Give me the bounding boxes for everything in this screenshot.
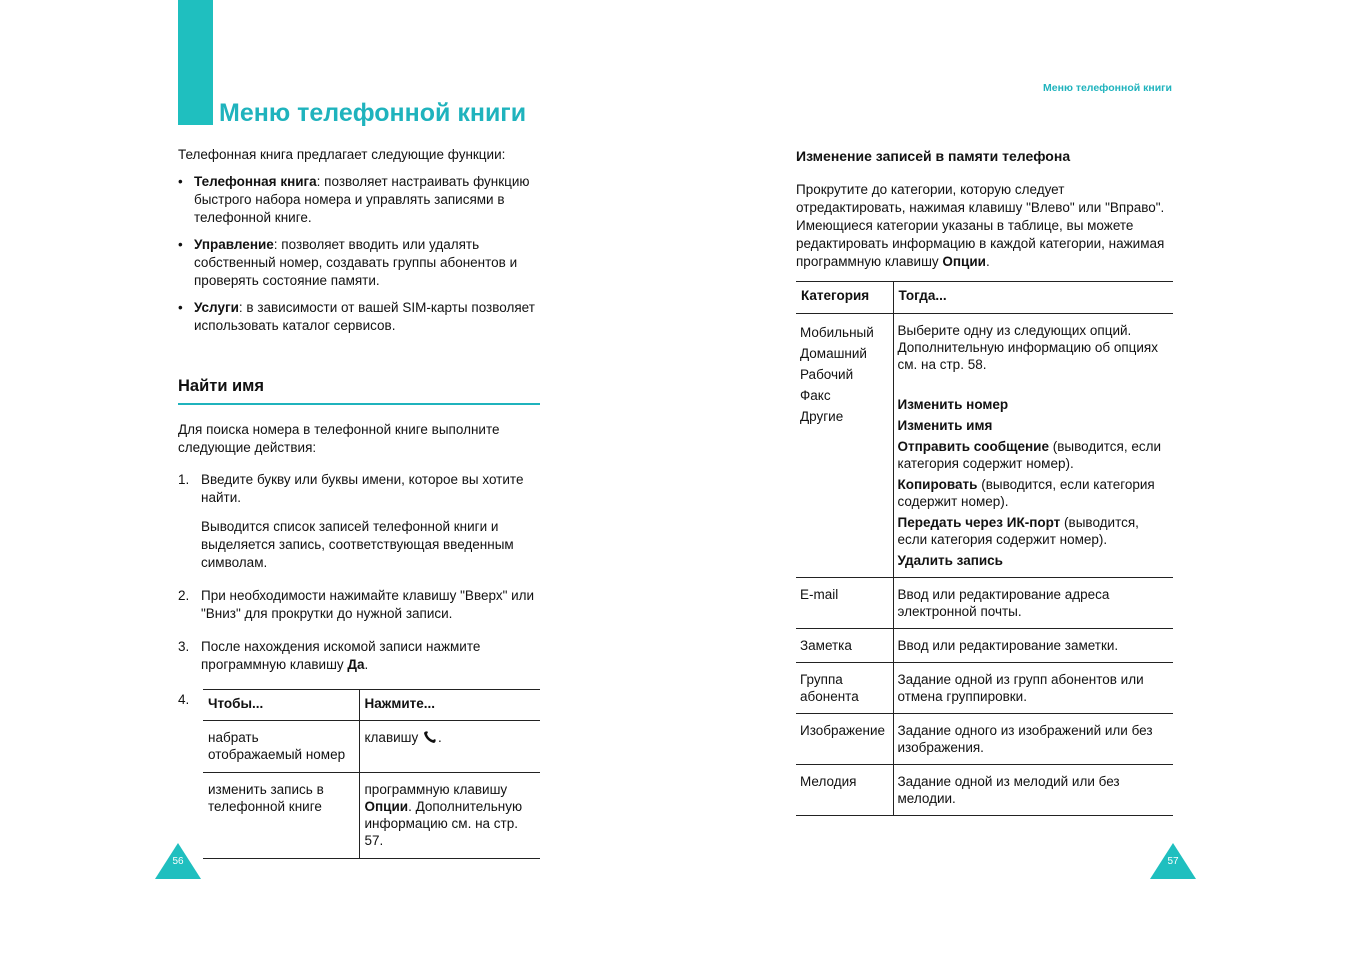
page-number: 56 <box>172 856 184 867</box>
page-number-corner <box>155 843 201 879</box>
feature-list <box>178 173 540 335</box>
table-header: Категория <box>796 282 893 314</box>
step-item: 4. Чтобы... Нажмите... набрать отображаемый номер клавишу . изменить запись в телефонной книге программную клавишу Опции. Дополнительную информацию см. на стр. 57. <box>178 689 540 859</box>
table-header: Тогда... <box>893 282 1173 314</box>
intro-text: Телефонная книга предлагает следующие функции: <box>178 147 506 162</box>
section-intro: Прокрутите до категории, которую следует отредактировать, нажимая клавишу "Влево" или "Вправо". Имеющиеся категории указаны в таблице, вы можете редактировать информацию в каждой категории, нажимая программную клавишу Опции. <box>796 182 1165 269</box>
category-table <box>796 281 1173 816</box>
step-item: 3. После нахождения искомой записи нажмите программную клавишу Да. <box>178 639 481 672</box>
title-accent-bar <box>178 0 213 125</box>
page-number: 57 <box>1167 856 1179 867</box>
list-item: • Телефонная книга: позволяет настраивать функцию быстрого набора номера и управлять записями в телефонной книге. <box>178 174 530 225</box>
table-row: изменить запись в телефонной книге программную клавишу Опции. Дополнительную информацию см. на стр. 57. <box>203 773 540 859</box>
left-page <box>178 146 540 859</box>
action-table <box>203 689 540 859</box>
table-row: Изображение Задание одного из изображений или без изображения. <box>796 714 1173 765</box>
step-item: 1. Введите букву или буквы имени, которое вы хотите найти. Выводится список записей телефонной книги и выделяется запись, соответствующая введенным символам. <box>178 471 540 572</box>
table-row: Мобильный Домашний Рабочий Факс Другие Выберите одну из следующих опций. Дополнительную информацию об опциях см. на стр. 58. Изменить номер Изменить имя Отправить сообщение (выводится, если категория содержит номер). Копировать (выводится, если категория содержит номер). Передать через ИК-порт (выводится, если категория содержит номер). Удалить запись <box>796 314 1173 578</box>
step-item: 2. При необходимости нажимайте клавишу "Вверх" или "Вниз" для прокрутки до нужной записи. <box>178 588 535 621</box>
table-row: E-mail Ввод или редактирование адреса электронной почты. <box>796 578 1173 629</box>
page-number-corner <box>1150 843 1196 879</box>
page-title: Меню телефонной книги <box>219 99 527 127</box>
table-row: Группа абонента Задание одной из групп абонентов или отмена группировки. <box>796 663 1173 714</box>
table-row: Заметка Ввод или редактирование заметки. <box>796 629 1173 663</box>
right-page <box>796 146 1173 816</box>
step-note: Выводится список записей телефонной книги и выделяется запись, соответствующая введенным символам. <box>201 519 514 570</box>
steps-list <box>178 471 540 674</box>
list-item: • Управление: позволяет вводить или удалять собственный номер, создавать группы абонентов и проверять состояние памяти. <box>178 237 518 288</box>
section-title-find-name: Найти имя <box>178 375 540 405</box>
section-intro: Для поиска номера в телефонной книге выполните следующие действия: <box>178 422 500 455</box>
running-header: Меню телефонной книги <box>1043 82 1172 94</box>
table-header: Чтобы... <box>203 690 359 721</box>
table-row: набрать отображаемый номер клавишу . <box>203 721 540 773</box>
table-header: Нажмите... <box>359 690 540 721</box>
section-title-edit: Изменение записей в памяти телефона <box>796 148 1071 164</box>
list-item: • Услуги: в зависимости от вашей SIM-карты позволяет использовать каталог сервисов. <box>178 300 535 333</box>
phone-send-icon <box>422 730 438 744</box>
table-row: Мелодия Задание одной из мелодий или без мелодии. <box>796 765 1173 816</box>
